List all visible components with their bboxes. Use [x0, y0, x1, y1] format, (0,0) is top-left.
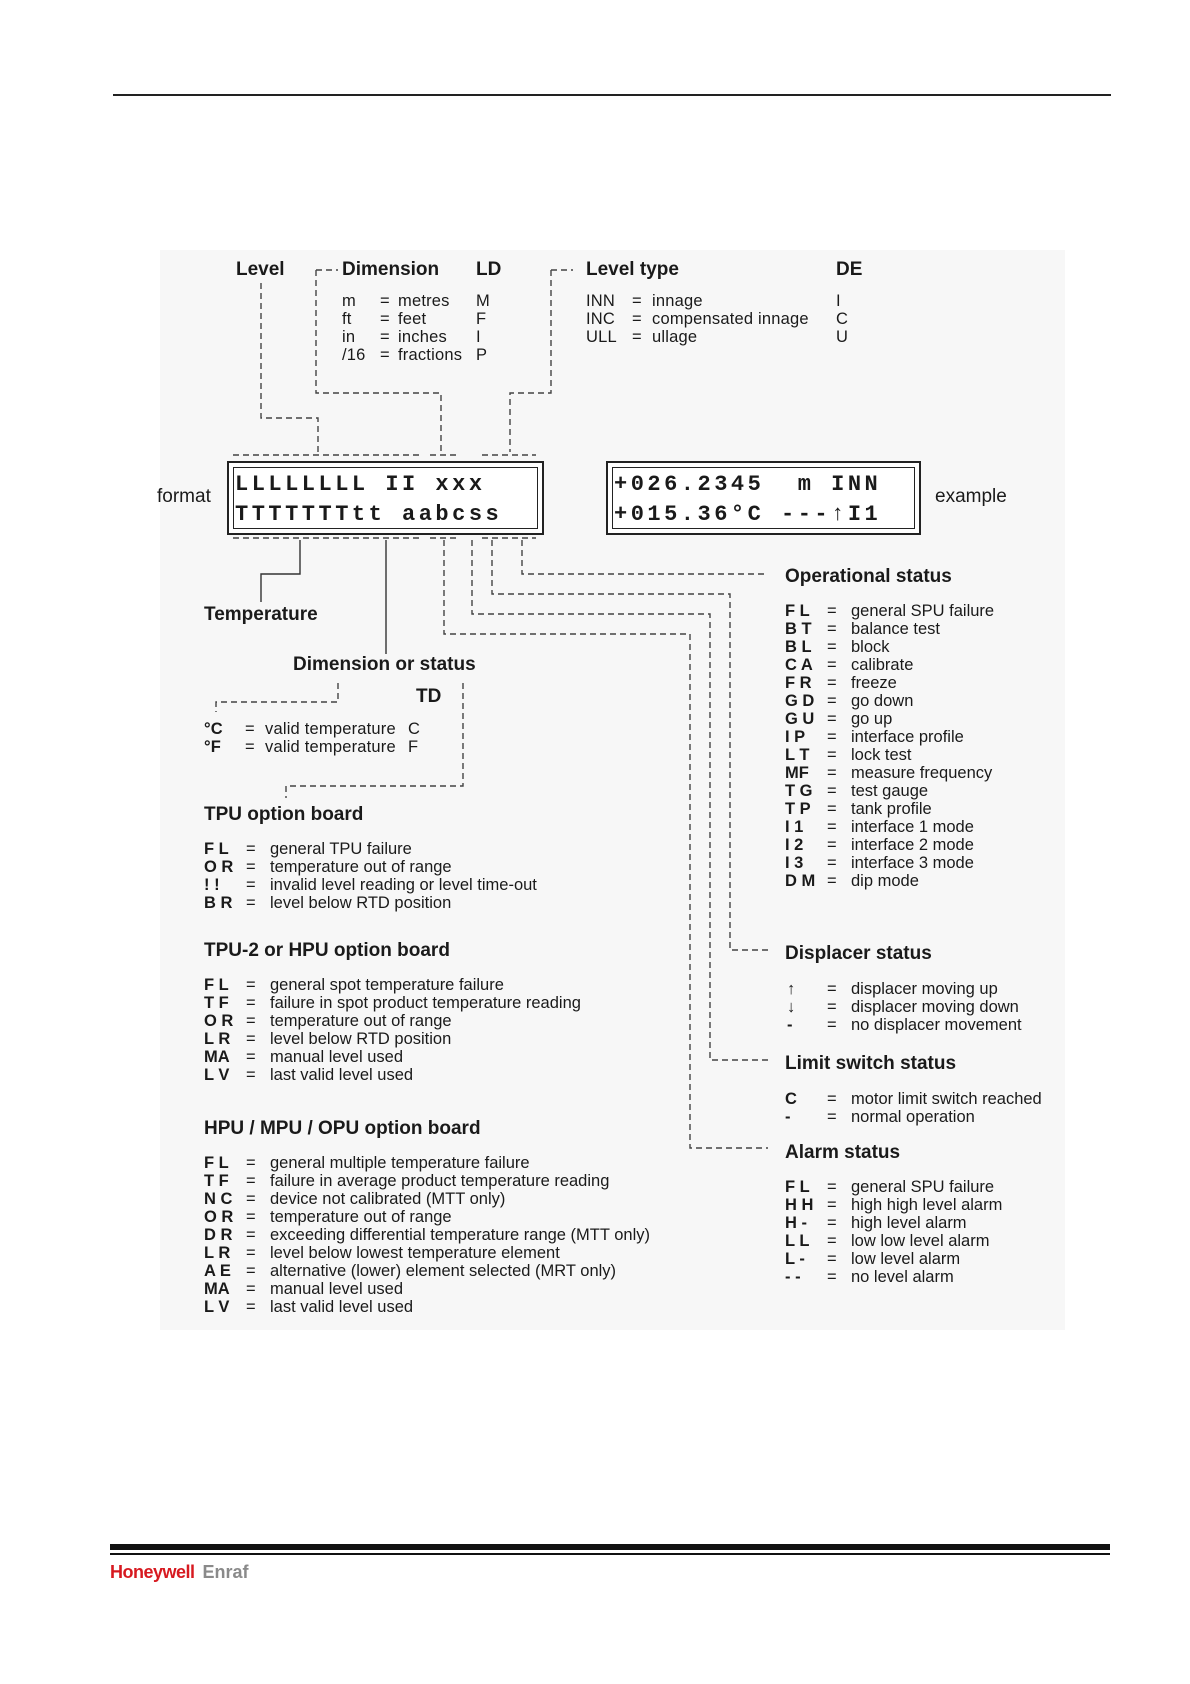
level-type-de: U — [836, 328, 849, 346]
equals-sign: = — [246, 976, 256, 994]
operational-row — [785, 800, 1045, 818]
status-desc: measure frequency — [851, 764, 993, 782]
equals-sign: = — [632, 292, 642, 310]
dimension-ld: M — [476, 292, 490, 310]
status-code: T P — [785, 800, 811, 818]
hpu-row — [204, 1298, 694, 1316]
level-type-connector — [510, 270, 551, 452]
arrow-down-icon: ↓ — [787, 998, 796, 1016]
displacer-heading: Displacer status — [785, 943, 932, 964]
status-code: C A — [785, 656, 813, 674]
equals-sign: = — [827, 854, 837, 872]
level-connector — [261, 283, 318, 452]
alarm-row — [785, 1268, 1045, 1286]
status-desc: displacer moving down — [851, 998, 1019, 1016]
status-desc: invalid level reading or level time-out — [270, 876, 537, 894]
operational-row — [785, 746, 1045, 764]
status-desc: alternative (lower) element selected (MRT only) — [270, 1262, 617, 1280]
status-desc: lock test — [851, 746, 912, 764]
equals-sign: = — [246, 1208, 256, 1226]
limit-row — [785, 1090, 1075, 1108]
equals-sign: = — [827, 1250, 837, 1268]
status-code: T F — [204, 994, 229, 1012]
status-desc: dip mode — [851, 872, 919, 890]
temp-unit-code: °F — [204, 738, 222, 756]
status-code: - — [785, 1108, 791, 1126]
equals-sign: = — [246, 1280, 256, 1298]
status-code: I 2 — [785, 836, 804, 854]
format-label: format — [157, 486, 211, 507]
equals-sign: = — [245, 738, 255, 756]
equals-sign: = — [827, 710, 837, 728]
status-code: B R — [204, 894, 233, 912]
tpu-row — [204, 840, 604, 858]
status-desc: level below RTD position — [270, 894, 452, 912]
status-code: MF — [785, 764, 809, 782]
equals-sign: = — [246, 1298, 256, 1316]
operational-row — [785, 764, 1045, 782]
level-type-code: ULL — [586, 328, 617, 346]
operational-row — [785, 728, 1045, 746]
equals-sign: = — [827, 674, 837, 692]
operational-row — [785, 602, 1045, 620]
equals-sign: = — [827, 836, 837, 854]
dimension-desc: feet — [398, 310, 427, 328]
equals-sign: = — [246, 876, 256, 894]
equals-sign: = — [827, 1090, 837, 1108]
equals-sign: = — [827, 638, 837, 656]
equals-sign: = — [246, 894, 256, 912]
equals-sign: = — [827, 1178, 837, 1196]
equals-sign: = — [246, 1048, 256, 1066]
dimension-heading: Dimension — [342, 259, 440, 280]
operational-row — [785, 782, 1045, 800]
alarm-row — [785, 1214, 1045, 1232]
hpu-row — [204, 1244, 694, 1262]
hpu-row — [204, 1190, 694, 1208]
operational-row — [785, 854, 1045, 872]
equals-sign: = — [827, 746, 837, 764]
format-line-2: TTTTTTTtt aabcss — [235, 502, 503, 527]
equals-sign: = — [246, 1012, 256, 1030]
tpu2-heading: TPU-2 or HPU option board — [204, 940, 450, 961]
equals-sign: = — [246, 1226, 256, 1244]
dimension-desc: fractions — [398, 346, 463, 364]
equals-sign: = — [380, 346, 390, 364]
status-desc: high level alarm — [851, 1214, 967, 1232]
temp-unit-desc: valid temperature — [265, 720, 396, 738]
equals-sign: = — [827, 1016, 837, 1034]
status-code: L V — [204, 1298, 230, 1316]
status-code: L R — [204, 1244, 231, 1262]
displacer-row — [785, 980, 1065, 998]
operational-row — [785, 620, 1045, 638]
status-code: - - — [785, 1268, 801, 1286]
status-code: C — [785, 1090, 797, 1108]
equals-sign: = — [827, 1268, 837, 1286]
brand-logo — [110, 1562, 249, 1583]
dimension-desc: metres — [398, 292, 450, 310]
tpu-row — [204, 858, 604, 876]
tpu2-row — [204, 1030, 664, 1048]
equals-sign: = — [246, 994, 256, 1012]
level-type-heading: Level type — [586, 259, 679, 280]
equals-sign: = — [827, 1196, 837, 1214]
td-left-bracket — [216, 683, 338, 712]
operational-row — [785, 638, 1045, 656]
brand-honeywell: Honeywell — [110, 1562, 195, 1582]
dimension-code: /16 — [342, 346, 366, 364]
equals-sign: = — [632, 328, 642, 346]
status-desc: no displacer movement — [851, 1016, 1022, 1034]
equals-sign: = — [246, 1030, 256, 1048]
status-code: O R — [204, 1208, 234, 1226]
tpu2-row — [204, 976, 664, 994]
level-type-desc: innage — [652, 292, 703, 310]
equals-sign: = — [380, 292, 390, 310]
alarm-row — [785, 1196, 1045, 1214]
equals-sign: = — [827, 1108, 837, 1126]
status-desc: last valid level used — [270, 1066, 414, 1084]
status-desc: level below lowest temperature element — [270, 1244, 560, 1262]
equals-sign: = — [827, 620, 837, 638]
equals-sign: = — [827, 692, 837, 710]
status-code: G U — [785, 710, 815, 728]
format-display — [227, 461, 544, 535]
status-desc: low low level alarm — [851, 1232, 990, 1250]
example-line-2: +015.36°C ---↑I1 — [614, 502, 882, 527]
status-desc: general spot temperature failure — [270, 976, 504, 994]
operational-connector — [522, 540, 768, 574]
status-desc: interface 2 mode — [851, 836, 974, 854]
status-code: I 1 — [785, 818, 804, 836]
status-desc: displacer moving up — [851, 980, 998, 998]
level-type-code: INN — [586, 292, 616, 310]
example-line-1: +026.2345 m INN — [614, 472, 882, 497]
status-desc: go down — [851, 692, 914, 710]
status-desc: general SPU failure — [851, 602, 995, 620]
equals-sign: = — [380, 310, 390, 328]
status-desc: no level alarm — [851, 1268, 954, 1286]
dimension-desc: inches — [398, 328, 447, 346]
operational-heading: Operational status — [785, 566, 952, 587]
temp-unit-td: C — [408, 720, 421, 738]
equals-sign: = — [827, 1214, 837, 1232]
de-heading: DE — [836, 259, 863, 280]
equals-sign: = — [827, 602, 837, 620]
temp-unit-td: F — [408, 738, 419, 756]
status-desc: general TPU failure — [270, 840, 412, 858]
equals-sign: = — [827, 800, 837, 818]
equals-sign: = — [246, 1172, 256, 1190]
status-desc: interface profile — [851, 728, 964, 746]
equals-sign: = — [632, 310, 642, 328]
equals-sign: = — [246, 1154, 256, 1172]
status-code: F R — [785, 674, 812, 692]
equals-sign: = — [827, 818, 837, 836]
operational-row — [785, 692, 1045, 710]
tpu-row — [204, 876, 604, 894]
tpu2-row — [204, 1048, 664, 1066]
status-desc: interface 1 mode — [851, 818, 974, 836]
equals-sign: = — [245, 720, 255, 738]
hpu-row — [204, 1226, 694, 1244]
temp-unit-desc: valid temperature — [265, 738, 396, 756]
hpu-row — [204, 1280, 694, 1298]
hpu-heading: HPU / MPU / OPU option board — [204, 1118, 481, 1139]
status-code: L V — [204, 1066, 230, 1084]
hpu-row — [204, 1262, 694, 1280]
equals-sign: = — [827, 656, 837, 674]
status-code: MA — [204, 1048, 230, 1066]
status-desc: last valid level used — [270, 1298, 414, 1316]
level-heading: Level — [236, 259, 285, 280]
equals-sign: = — [246, 858, 256, 876]
status-desc: high high level alarm — [851, 1196, 1003, 1214]
status-desc: block — [851, 638, 890, 656]
status-desc: motor limit switch reached — [851, 1090, 1042, 1108]
footer-rule-thin — [110, 1553, 1110, 1555]
status-code: F L — [204, 976, 229, 994]
equals-sign: = — [246, 1066, 256, 1084]
status-code: H H — [785, 1196, 814, 1214]
status-code: - — [787, 1016, 793, 1034]
status-code: F L — [204, 1154, 229, 1172]
equals-sign: = — [827, 1232, 837, 1250]
status-code: D M — [785, 872, 816, 890]
status-desc: temperature out of range — [270, 1208, 452, 1226]
equals-sign: = — [246, 1190, 256, 1208]
status-desc: general multiple temperature failure — [270, 1154, 530, 1172]
footer-rule-thick — [110, 1544, 1110, 1550]
status-code: A E — [204, 1262, 231, 1280]
alarm-row — [785, 1178, 1045, 1196]
equals-sign: = — [380, 328, 390, 346]
status-desc: general SPU failure — [851, 1178, 995, 1196]
operational-row — [785, 710, 1045, 728]
status-code: H - — [785, 1214, 807, 1232]
tpu2-row — [204, 1066, 664, 1084]
status-code: B T — [785, 620, 812, 638]
level-type-desc: ullage — [652, 328, 698, 346]
status-desc: failure in spot product temperature reading — [270, 994, 581, 1012]
displacer-row — [785, 1016, 1065, 1034]
status-desc: go up — [851, 710, 893, 728]
status-desc: failure in average product temperature reading — [270, 1172, 610, 1190]
status-desc: freeze — [851, 674, 897, 692]
status-desc: temperature out of range — [270, 858, 452, 876]
equals-sign: = — [827, 728, 837, 746]
status-code: I P — [785, 728, 806, 746]
tpu-row — [204, 894, 604, 912]
example-display — [606, 461, 921, 535]
dimension-code: ft — [342, 310, 352, 328]
displacer-row — [785, 998, 1065, 1016]
ld-heading: LD — [476, 259, 502, 280]
status-code: I 3 — [785, 854, 804, 872]
operational-row — [785, 818, 1045, 836]
status-code: F L — [785, 1178, 810, 1196]
limit-heading: Limit switch status — [785, 1053, 957, 1074]
tpu2-row — [204, 1012, 664, 1030]
level-type-code: INC — [586, 310, 616, 328]
arrow-up-icon: ↑ — [787, 980, 796, 998]
tpu2-row — [204, 994, 664, 1012]
hpu-row — [204, 1208, 694, 1226]
status-code: O R — [204, 1012, 234, 1030]
status-desc: balance test — [851, 620, 940, 638]
dimension-ld: I — [476, 328, 481, 346]
status-code: T G — [785, 782, 813, 800]
equals-sign: = — [246, 840, 256, 858]
operational-row — [785, 674, 1045, 692]
equals-sign: = — [246, 1244, 256, 1262]
status-desc: manual level used — [270, 1048, 403, 1066]
status-desc: temperature out of range — [270, 1012, 452, 1030]
hpu-row — [204, 1172, 694, 1190]
operational-row — [785, 656, 1045, 674]
status-code: T F — [204, 1172, 229, 1190]
status-desc: level below RTD position — [270, 1030, 452, 1048]
alarm-row — [785, 1232, 1045, 1250]
dimension-code: m — [342, 292, 356, 310]
status-code: O R — [204, 858, 234, 876]
status-code: F L — [204, 840, 229, 858]
status-desc: tank profile — [851, 800, 932, 818]
temperature-heading: Temperature — [204, 604, 318, 625]
level-type-de: I — [836, 292, 841, 310]
operational-row — [785, 836, 1045, 854]
equals-sign: = — [827, 872, 837, 890]
status-desc: interface 3 mode — [851, 854, 974, 872]
status-desc: manual level used — [270, 1280, 403, 1298]
td-heading: TD — [416, 686, 442, 707]
status-desc: test gauge — [851, 782, 929, 800]
status-code: D R — [204, 1226, 233, 1244]
dimension-ld: F — [476, 310, 487, 328]
operational-row — [785, 872, 1045, 890]
temp-unit-code: °C — [204, 720, 223, 738]
status-desc: normal operation — [851, 1108, 975, 1126]
alarm-heading: Alarm status — [785, 1142, 901, 1163]
hpu-row — [204, 1154, 694, 1172]
equals-sign: = — [246, 1262, 256, 1280]
format-line-1: LLLLLLLL II xxx — [235, 472, 486, 497]
alarm-row — [785, 1250, 1045, 1268]
equals-sign: = — [827, 764, 837, 782]
equals-sign: = — [827, 782, 837, 800]
status-desc: exceeding differential temperature range (MTT only) — [270, 1226, 650, 1244]
status-code: MA — [204, 1280, 230, 1298]
example-label: example — [935, 486, 1007, 507]
status-code: G D — [785, 692, 815, 710]
status-desc: calibrate — [851, 656, 914, 674]
status-code: N C — [204, 1190, 233, 1208]
status-code: F L — [785, 602, 810, 620]
status-desc: device not calibrated (MTT only) — [270, 1190, 506, 1208]
status-code: L R — [204, 1030, 231, 1048]
level-type-desc: compensated innage — [652, 310, 809, 328]
temperature-connector — [261, 540, 300, 602]
status-desc: low level alarm — [851, 1250, 961, 1268]
equals-sign: = — [827, 980, 837, 998]
dimension-or-status-heading: Dimension or status — [293, 654, 476, 675]
status-code: ! ! — [204, 876, 220, 894]
limit-row — [785, 1108, 1075, 1126]
dimension-ld: P — [476, 346, 488, 364]
status-code: L - — [785, 1250, 805, 1268]
level-type-de: C — [836, 310, 849, 328]
status-code: L L — [785, 1232, 810, 1250]
dimension-code: in — [342, 328, 356, 346]
status-code: B L — [785, 638, 812, 656]
brand-enraf: Enraf — [202, 1562, 249, 1582]
status-code: L T — [785, 746, 810, 764]
equals-sign: = — [827, 998, 837, 1016]
tpu-heading: TPU option board — [204, 804, 364, 825]
